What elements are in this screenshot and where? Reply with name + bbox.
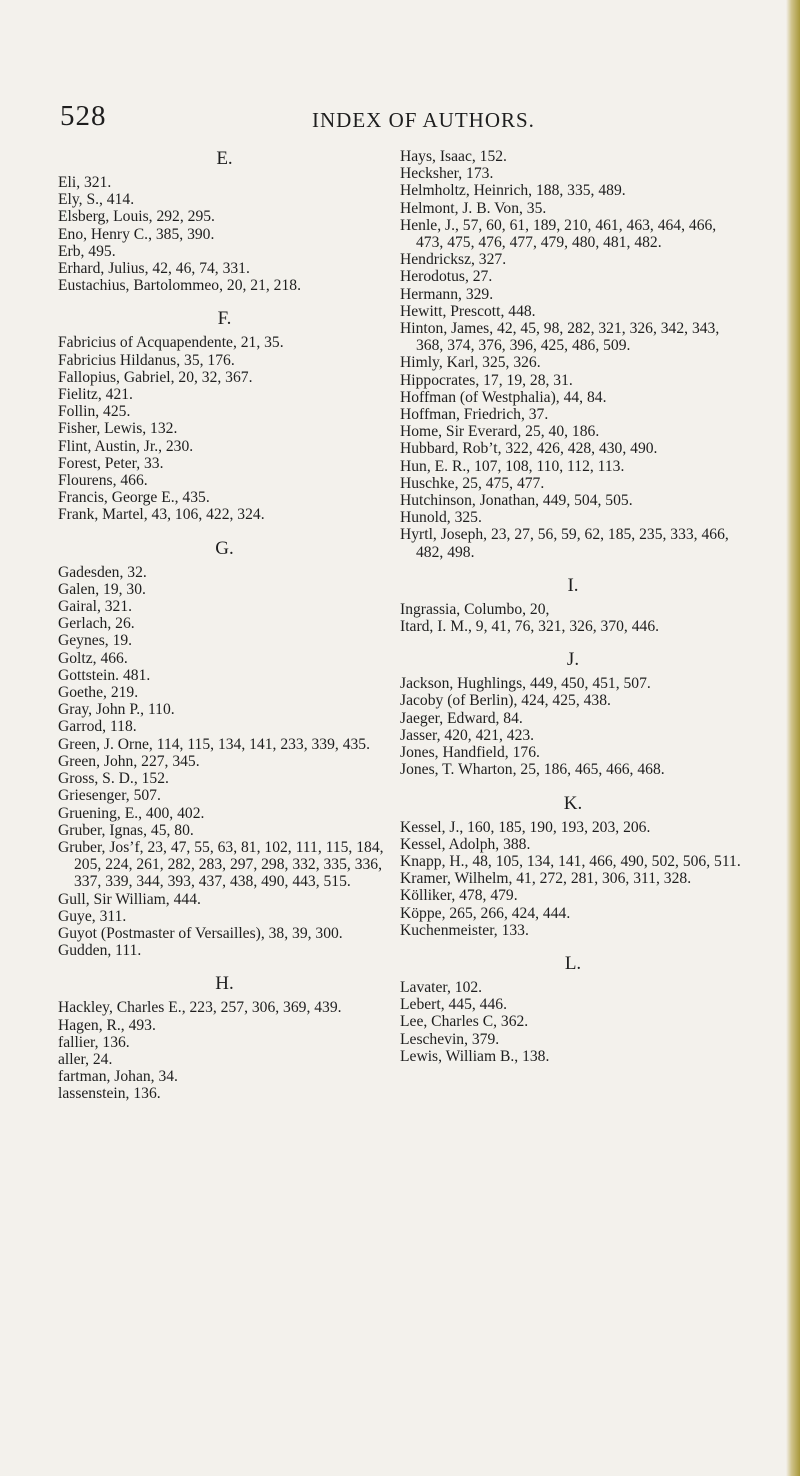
section-letter: F.: [217, 308, 232, 330]
index-entry: Frank, Martel, 43, 106, 422, 324.: [58, 506, 265, 524]
index-entry: Kessel, J., 160, 185, 190, 193, 203, 206.: [400, 818, 651, 836]
index-entry: Hubbard, Rob’t, 322, 426, 428, 430, 490.: [400, 440, 658, 458]
index-entry: Henle, J., 57, 60, 61, 189, 210, 461, 463, 464, 466, 473, 475, 476, 477, 479, 480, 481, 482.: [400, 216, 717, 252]
index-entry: Knapp, H., 48, 105, 134, 141, 466, 490, 502, 506, 511.: [400, 852, 741, 870]
index-entry: Elsberg, Louis, 292, 295.: [58, 208, 215, 226]
index-entry: Gottstein. 481.: [58, 666, 151, 684]
index-entry: Gull, Sir William, 444.: [58, 890, 201, 908]
index-entry: Helmholtz, Heinrich, 188, 335, 489.: [400, 182, 626, 200]
section-letter: E.: [216, 148, 233, 169]
index-entry: Hunold, 325.: [400, 509, 482, 527]
index-entry: Hendricksz, 327.: [400, 251, 507, 269]
index-entry: Guyot (Postmaster of Versailles), 38, 39, 300.: [58, 924, 343, 942]
index-entry: Goltz, 466.: [58, 649, 128, 667]
index-entry: Jacoby (of Berlin), 424, 425, 438.: [400, 692, 611, 710]
index-entry: Gerlach, 26.: [58, 615, 135, 633]
index-entry: Huschke, 25, 475, 477.: [400, 474, 545, 492]
index-entry: Geynes, 19.: [58, 632, 133, 650]
index-entry: Hun, E. R., 107, 108, 110, 112, 113.: [400, 457, 625, 475]
index-entry: Gruber, Ignas, 45, 80.: [58, 821, 194, 839]
index-entry: Jones, T. Wharton, 25, 186, 465, 466, 468.: [400, 761, 665, 779]
index-entry: fallier, 136.: [58, 1033, 130, 1051]
index-entry: Gadesden, 32.: [58, 563, 147, 581]
index-entry: Jackson, Hughlings, 449, 450, 451, 507.: [400, 675, 651, 693]
index-entry: Hecksher, 173.: [400, 165, 494, 183]
index-entry: Fisher, Lewis, 132.: [58, 420, 178, 438]
index-entry: Hackley, Charles E., 223, 257, 306, 369, 439.: [58, 999, 342, 1017]
index-entry: Fabricius of Acquapendente, 21, 35.: [58, 334, 284, 352]
index-entry: Erhard, Julius, 42, 46, 74, 331.: [58, 260, 250, 278]
index-entry: Flint, Austin, Jr., 230.: [58, 437, 194, 455]
index-entry: Flourens, 466.: [58, 472, 148, 490]
index-entry: Hoffman, Friedrich, 37.: [400, 406, 549, 424]
section-letter: J.: [566, 649, 580, 671]
index-entry: aller, 24.: [58, 1050, 113, 1068]
index-entry: Gruber, Jos’f, 23, 47, 55, 63, 81, 102, 111, 115, 184, 205, 224, 261, 282, 283, 297, 298, 332, 335, 336, 337, 339, 344, 393, 437, 438, 490, 443, 515.: [58, 838, 384, 891]
section-letter: G.: [215, 537, 234, 559]
running-title: INDEX OF AUTHORS.: [312, 108, 535, 132]
index-entry: Hermann, 329.: [400, 285, 494, 303]
index-entry: Ingrassia, Columbo, 20,: [400, 600, 550, 618]
index-entry: Jasser, 420, 421, 423.: [400, 726, 535, 744]
index-entry: Galen, 19, 30.: [58, 580, 146, 598]
left-column: [58, 148, 391, 1103]
right-column: [400, 148, 746, 1065]
index-entry: Eno, Henry C., 385, 390.: [58, 225, 215, 243]
index-entry: Kessel, Adolph, 388.: [400, 835, 531, 853]
index-entry: Hays, Isaac, 152.: [400, 148, 507, 165]
index-entry: Hewitt, Prescott, 448.: [400, 302, 536, 320]
index-entry: Garrod, 118.: [58, 718, 137, 736]
index-entry: Lebert, 445, 446.: [400, 996, 507, 1014]
index-entry: Hyrtl, Joseph, 23, 27, 56, 59, 62, 185, 235, 333, 466, 482, 498.: [400, 526, 729, 561]
page-number: 528: [60, 100, 107, 132]
index-entry: Hagen, R., 493.: [58, 1016, 156, 1034]
index-entry: Gross, S. D., 152.: [58, 770, 169, 788]
index-entry: Fabricius Hildanus, 35, 176.: [58, 351, 235, 369]
index-entry: Gruening, E., 400, 402.: [58, 804, 205, 822]
index-entry: Hoffman (of Westphalia), 44, 84.: [400, 388, 607, 406]
index-entry: Jones, Handfield, 176.: [400, 744, 540, 762]
index-entry: Follin, 425.: [58, 403, 131, 421]
index-entry: Lee, Charles C, 362.: [400, 1013, 529, 1031]
index-entry: Goethe, 219.: [58, 684, 139, 702]
index-entry: Griesenger, 507.: [58, 787, 161, 805]
section-letter: H.: [215, 973, 234, 995]
index-entry: Green, John, 227, 345.: [58, 752, 200, 770]
index-entry: Köppe, 265, 266, 424, 444.: [400, 904, 571, 922]
index-entry: Guye, 311.: [58, 907, 127, 925]
index-entry: Jaeger, Edward, 84.: [400, 709, 523, 727]
index-entry: Fielitz, 421.: [58, 386, 133, 404]
index-entry: Helmont, J. B. Von, 35.: [400, 199, 547, 217]
index-entry: Kuchenmeister, 133.: [400, 921, 529, 939]
index-entry: Fallopius, Gabriel, 20, 32, 367.: [58, 368, 253, 386]
index-entry: Ely, S., 414.: [58, 191, 135, 209]
index-entry: Himly, Karl, 325, 326.: [400, 354, 541, 372]
index-entry: Francis, George E., 435.: [58, 489, 210, 507]
index-entry: Hutchinson, Jonathan, 449, 504, 505.: [400, 492, 633, 510]
index-entry: Herodotus, 27.: [400, 268, 493, 286]
index-entry: Leschevin, 379.: [400, 1030, 500, 1048]
index-entry: Gudden, 111.: [58, 942, 142, 960]
index-entry: Kramer, Wilhelm, 41, 272, 281, 306, 311, 328.: [400, 870, 692, 888]
index-entry: Green, J. Orne, 114, 115, 134, 141, 233, 339, 435.: [58, 735, 370, 753]
index-entry: Itard, I. M., 9, 41, 76, 321, 326, 370, 446.: [400, 618, 660, 636]
index-entry: Lavater, 102.: [400, 978, 483, 996]
index-entry: Erb, 495.: [58, 242, 116, 260]
section-letter: L.: [564, 952, 582, 974]
index-entry: Gray, John P., 110.: [58, 701, 175, 719]
index-entry: Hinton, James, 42, 45, 98, 282, 321, 326, 342, 343, 368, 374, 376, 396, 425, 486, 509.: [400, 320, 720, 355]
index-entry: Hippocrates, 17, 19, 28, 31.: [400, 371, 573, 389]
section-letter: K.: [563, 792, 583, 814]
index-entry: Gairal, 321.: [58, 598, 133, 616]
index-entry: lassenstein, 136.: [58, 1085, 161, 1103]
index-entry: Forest, Peter, 33.: [58, 454, 164, 472]
page-edge: [786, 0, 800, 1476]
section-letter: I.: [567, 574, 579, 596]
index-entry: Lewis, William B., 138.: [400, 1047, 550, 1065]
index-entry: Kölliker, 478, 479.: [400, 887, 518, 905]
index-entry: Eli, 321.: [58, 174, 112, 191]
index-entry: Home, Sir Everard, 25, 40, 186.: [400, 423, 600, 441]
index-entry: Eustachius, Bartolommeo, 20, 21, 218.: [58, 277, 301, 295]
index-entry: fartman, Johan, 34.: [58, 1068, 178, 1086]
